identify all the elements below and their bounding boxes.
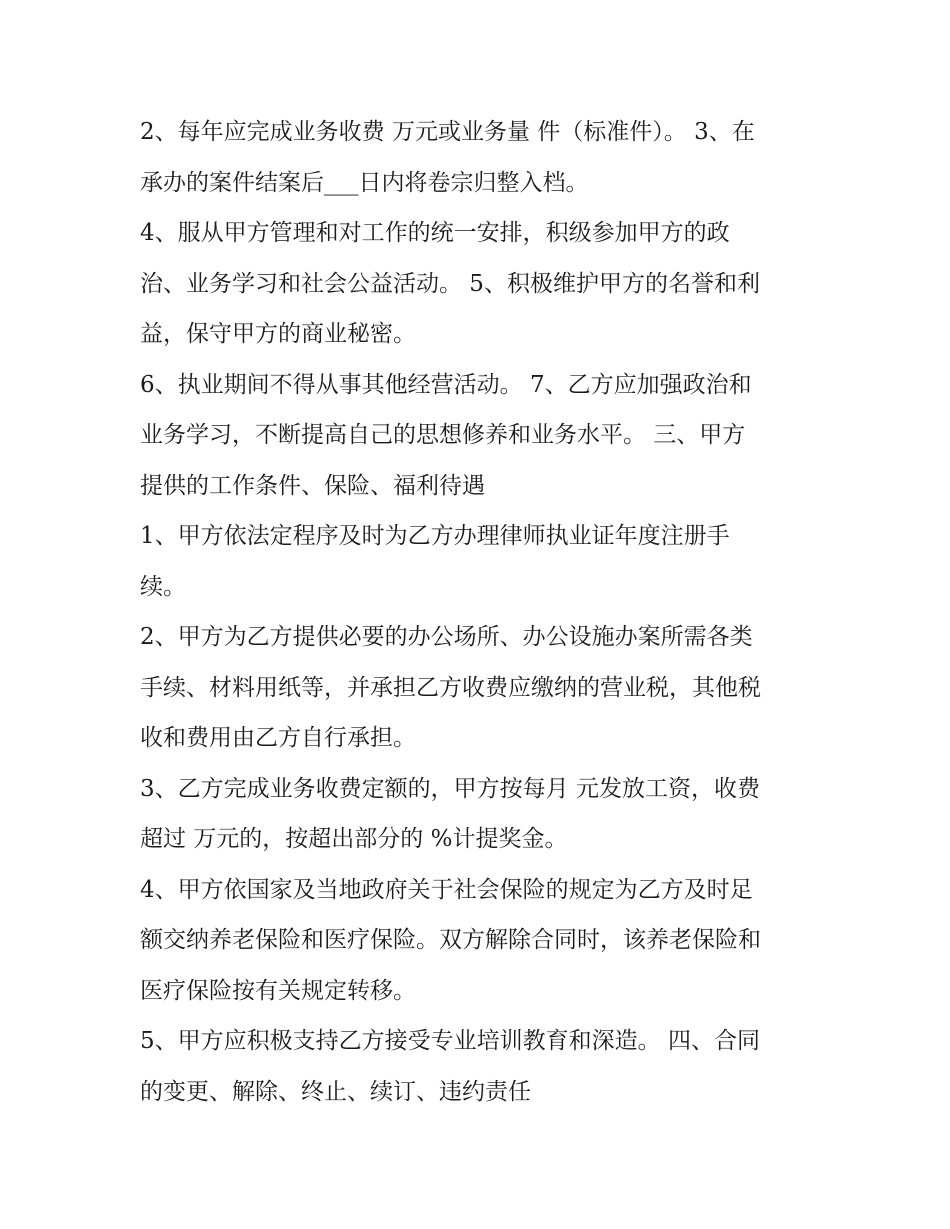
text-line: 治、业务学习和社会公益活动。 5、积极维护甲方的名誉和利 (140, 270, 760, 297)
text-line: 提供的工作条件、保险、福利待遇 (140, 472, 485, 499)
text-line: 的变更、解除、终止、续订、违约责任 (140, 1078, 531, 1105)
text-line: 医疗保险按有关规定转移。 (140, 977, 416, 1004)
text-line: 5、甲方应积极支持乙方接受专业培训教育和深造。 四、合同 (140, 1028, 760, 1054)
text-line: 4、服从甲方管理和对工作的统一安排，积级参加甲方的政 (140, 220, 730, 246)
text-line: 承办的案件结案后___日内将卷宗归整入档。 (140, 169, 589, 196)
text-line: 6、执业期间不得从事其他经营活动。 7、乙方应加强政治和 (140, 371, 752, 398)
text-line: 3、乙方完成业务收费定额的，甲方按每月 元发放工资，收费 (140, 775, 760, 802)
text-line: 1、甲方依法定程序及时为乙方办理律师执业证年度注册手 (140, 523, 730, 549)
text-line: 2、甲方为乙方提供必要的办公场所、办公设施办案所需各类 (140, 624, 753, 650)
text-line: 超过 万元的，按超出部分的 %计提奖金。 (140, 826, 568, 852)
text-line: 收和费用由乙方自行承担。 (140, 725, 416, 751)
text-line: 业务学习，不断提高自己的思想修养和业务水平。 三、甲方 (140, 422, 746, 448)
text-line: 4、甲方依国家及当地政府关于社会保险的规定为乙方及时足 (140, 876, 753, 903)
text-line: 2、每年应完成业务收费 万元或业务量 件（标准件）。 3、在 (140, 119, 755, 145)
text-line: 续。 (140, 573, 186, 600)
document-body (140, 107, 820, 1117)
text-line: 益，保守甲方的商业秘密。 (140, 321, 416, 347)
text-line: 手续、材料用纸等，并承担乙方收费应缴纳的营业税，其他税 (140, 674, 761, 701)
text-line: 额交纳养老保险和医疗保险。双方解除合同时，该养老保险和 (140, 927, 761, 953)
